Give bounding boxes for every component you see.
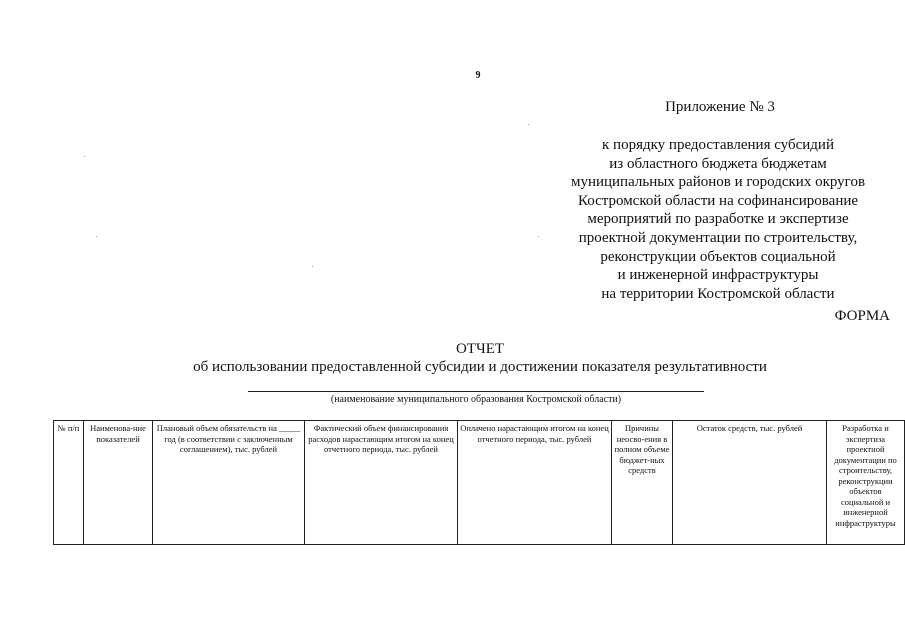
appendix-line: к порядку предоставления субсидий bbox=[602, 137, 834, 153]
header-cell-number: № п/п bbox=[54, 421, 84, 545]
appendix-line: проектной документации по строительству, bbox=[578, 229, 858, 246]
appendix-line: на территории Костромской области bbox=[601, 285, 835, 302]
appendix-title: Приложение № 3 bbox=[665, 99, 775, 115]
appendix-line: из областного бюджета бюджетам bbox=[609, 155, 827, 172]
scan-speck bbox=[538, 236, 539, 237]
appendix-text bbox=[548, 136, 888, 303]
form-label: ФОРМА bbox=[834, 308, 890, 324]
appendix-line: реконструкции объектов социальной bbox=[600, 248, 836, 265]
page-number: 9 bbox=[475, 70, 481, 81]
report-title: ОТЧЕТ bbox=[455, 341, 505, 357]
appendix-line: мероприятий по разработке и экспертизе bbox=[587, 211, 849, 228]
header-cell-indicators: Наименова-ние показателей bbox=[84, 421, 153, 545]
report-subtitle: об использовании предоставленной субсидии и достижении показателя результативности bbox=[193, 359, 767, 375]
scan-speck bbox=[312, 266, 313, 267]
header-cell-design: Разработка и экспертиза проектной документации по строительству, реконструкции объектов социальной и инженерной инфраструктуры bbox=[827, 421, 905, 545]
header-cell-actual: Фактический объем финансирования расходов нарастающим итогом на конец отчетного периода, тыс. рублей bbox=[305, 421, 458, 545]
table-header-row bbox=[54, 421, 905, 545]
header-cell-paid: Оплачено нарастающим итогом на конец отчетного периода, тыс. рублей bbox=[458, 421, 612, 545]
scan-speck bbox=[96, 236, 97, 237]
report-table bbox=[53, 420, 905, 545]
municipality-name-caption: (наименование муниципального образования Костромской области) bbox=[330, 394, 622, 405]
municipality-name-line bbox=[248, 391, 704, 392]
header-cell-planned: Плановый объем обязательств на _____ год (в соответствии с заключенным соглашением), тыс. рублей bbox=[153, 421, 305, 545]
header-cell-reasons: Причины неосво-ения в полном объеме бюджет-ных средств bbox=[612, 421, 673, 545]
scan-speck bbox=[84, 156, 85, 157]
appendix-line: Костромской области на софинансирование bbox=[577, 192, 859, 209]
scan-speck bbox=[528, 124, 529, 125]
appendix-line: муниципальных районов и городских округов bbox=[570, 174, 866, 191]
header-cell-balance: Остаток средств, тыс. рублей bbox=[673, 421, 827, 545]
appendix-line: и инженерной инфраструктуры bbox=[617, 267, 819, 284]
